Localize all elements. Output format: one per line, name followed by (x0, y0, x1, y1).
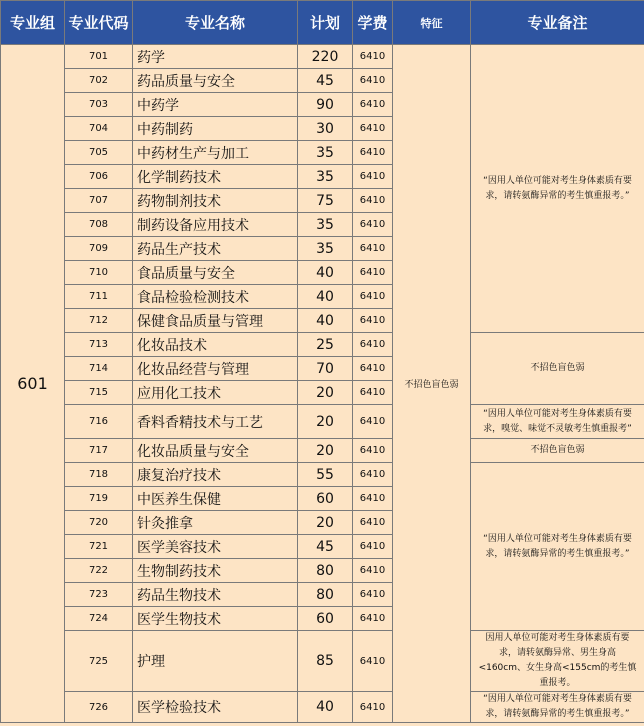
feature-cell: 不招色盲色弱 (393, 45, 471, 723)
major-name: 化学制药技术 (133, 165, 298, 189)
major-fee: 6410 (353, 692, 393, 723)
major-fee: 6410 (353, 333, 393, 357)
major-plan: 25 (298, 333, 353, 357)
major-code: 718 (65, 463, 133, 487)
major-fee: 6410 (353, 439, 393, 463)
major-plan: 80 (298, 559, 353, 583)
major-name: 化妆品质量与安全 (133, 439, 298, 463)
major-code: 704 (65, 117, 133, 141)
major-name: 食品质量与安全 (133, 261, 298, 285)
major-plan: 40 (298, 309, 353, 333)
remark-cell: “因用人单位可能对考生身体素质有要求，请转氨酶异常的考生慎重报考。” (471, 45, 644, 333)
major-name: 保健食品质量与管理 (133, 309, 298, 333)
remark-cell: “因用人单位可能对考生身体素质有要求，请转氨酶异常的考生慎重报考。” (471, 463, 644, 631)
major-fee: 6410 (353, 381, 393, 405)
major-plan: 80 (298, 583, 353, 607)
remark-cell: 不招色盲色弱 (471, 333, 644, 405)
major-fee: 6410 (353, 117, 393, 141)
header-row (1, 1, 644, 45)
major-name: 制药设备应用技术 (133, 213, 298, 237)
table-row (1, 45, 644, 69)
major-fee: 6410 (353, 165, 393, 189)
header-fee: 学费 (353, 1, 393, 45)
table-row (1, 631, 644, 692)
major-code: 706 (65, 165, 133, 189)
major-fee: 6410 (353, 405, 393, 439)
table-row (1, 692, 644, 723)
major-name: 药品生产技术 (133, 237, 298, 261)
header-remark: 专业备注 (471, 1, 644, 45)
major-fee: 6410 (353, 285, 393, 309)
major-name: 香料香精技术与工艺 (133, 405, 298, 439)
major-code: 723 (65, 583, 133, 607)
major-name: 护理 (133, 631, 298, 692)
major-code: 720 (65, 511, 133, 535)
major-plan: 20 (298, 405, 353, 439)
major-code: 707 (65, 189, 133, 213)
table-row (1, 463, 644, 487)
major-code: 712 (65, 309, 133, 333)
major-fee: 6410 (353, 309, 393, 333)
major-plan: 20 (298, 381, 353, 405)
major-name: 中药学 (133, 93, 298, 117)
major-plan: 40 (298, 692, 353, 723)
major-name: 化妆品经营与管理 (133, 357, 298, 381)
major-fee: 6410 (353, 141, 393, 165)
major-name: 药品质量与安全 (133, 69, 298, 93)
major-name: 医学美容技术 (133, 535, 298, 559)
major-fee: 6410 (353, 583, 393, 607)
major-fee: 6410 (353, 357, 393, 381)
major-plan: 90 (298, 93, 353, 117)
major-code: 726 (65, 692, 133, 723)
major-plan: 220 (298, 45, 353, 69)
major-code: 725 (65, 631, 133, 692)
major-plan: 35 (298, 213, 353, 237)
major-fee: 6410 (353, 607, 393, 631)
major-code: 714 (65, 357, 133, 381)
major-name: 药学 (133, 45, 298, 69)
major-code: 719 (65, 487, 133, 511)
header-code: 专业代码 (65, 1, 133, 45)
major-code: 715 (65, 381, 133, 405)
major-name: 中医养生保健 (133, 487, 298, 511)
major-fee: 6410 (353, 237, 393, 261)
major-code: 709 (65, 237, 133, 261)
major-name: 医学检验技术 (133, 692, 298, 723)
major-plan: 35 (298, 165, 353, 189)
major-code: 713 (65, 333, 133, 357)
major-name: 药物制剂技术 (133, 189, 298, 213)
major-name: 化妆品技术 (133, 333, 298, 357)
major-plan: 20 (298, 511, 353, 535)
header-feature: 特征 (393, 1, 471, 45)
major-plan: 30 (298, 117, 353, 141)
major-fee: 6410 (353, 487, 393, 511)
major-fee: 6410 (353, 535, 393, 559)
major-plan: 75 (298, 189, 353, 213)
major-plan: 40 (298, 261, 353, 285)
major-name: 药品生物技术 (133, 583, 298, 607)
remark-cell: 不招色盲色弱 (471, 439, 644, 463)
major-fee: 6410 (353, 93, 393, 117)
table-row (1, 333, 644, 357)
major-name: 针灸推拿 (133, 511, 298, 535)
major-fee: 6410 (353, 45, 393, 69)
major-fee: 6410 (353, 631, 393, 692)
major-code: 716 (65, 405, 133, 439)
major-fee: 6410 (353, 69, 393, 93)
major-fee: 6410 (353, 559, 393, 583)
major-name: 中药制药 (133, 117, 298, 141)
major-plan: 20 (298, 439, 353, 463)
major-code: 708 (65, 213, 133, 237)
major-code: 710 (65, 261, 133, 285)
header-name: 专业名称 (133, 1, 298, 45)
major-plan: 35 (298, 237, 353, 261)
major-plan: 35 (298, 141, 353, 165)
major-code: 724 (65, 607, 133, 631)
major-code: 721 (65, 535, 133, 559)
major-name: 生物制药技术 (133, 559, 298, 583)
group-number: 601 (1, 45, 65, 723)
major-name: 中药材生产与加工 (133, 141, 298, 165)
table-row (1, 439, 644, 463)
major-name: 食品检验检测技术 (133, 285, 298, 309)
major-plan: 45 (298, 69, 353, 93)
major-name: 医学生物技术 (133, 607, 298, 631)
major-fee: 6410 (353, 213, 393, 237)
major-fee: 6410 (353, 463, 393, 487)
major-plan: 60 (298, 607, 353, 631)
table-row (1, 405, 644, 439)
remark-cell: “因用人单位可能对考生身体素质有要求，嗅觉、味觉不灵敏考生慎重报考” (471, 405, 644, 439)
major-code: 722 (65, 559, 133, 583)
major-fee: 6410 (353, 261, 393, 285)
major-plan: 40 (298, 285, 353, 309)
header-group: 专业组 (1, 1, 65, 45)
remark-cell: “因用人单位可能对考生身体素质有要求，请转氨酶异常的考生慎重报考。” (471, 692, 644, 723)
header-plan: 计划 (298, 1, 353, 45)
major-name: 康复治疗技术 (133, 463, 298, 487)
remark-cell: 因用人单位可能对考生身体素质有要求，请转氨酶异常、男生身高<160cm、女生身高<155cm的考生慎重报考。 (471, 631, 644, 692)
major-code: 711 (65, 285, 133, 309)
major-plan: 70 (298, 357, 353, 381)
major-plan: 85 (298, 631, 353, 692)
major-fee: 6410 (353, 511, 393, 535)
major-code: 701 (65, 45, 133, 69)
major-name: 应用化工技术 (133, 381, 298, 405)
major-plan: 45 (298, 535, 353, 559)
major-plan: 55 (298, 463, 353, 487)
major-fee: 6410 (353, 189, 393, 213)
major-code: 705 (65, 141, 133, 165)
major-code: 703 (65, 93, 133, 117)
major-code: 702 (65, 69, 133, 93)
major-plan: 60 (298, 487, 353, 511)
major-code: 717 (65, 439, 133, 463)
